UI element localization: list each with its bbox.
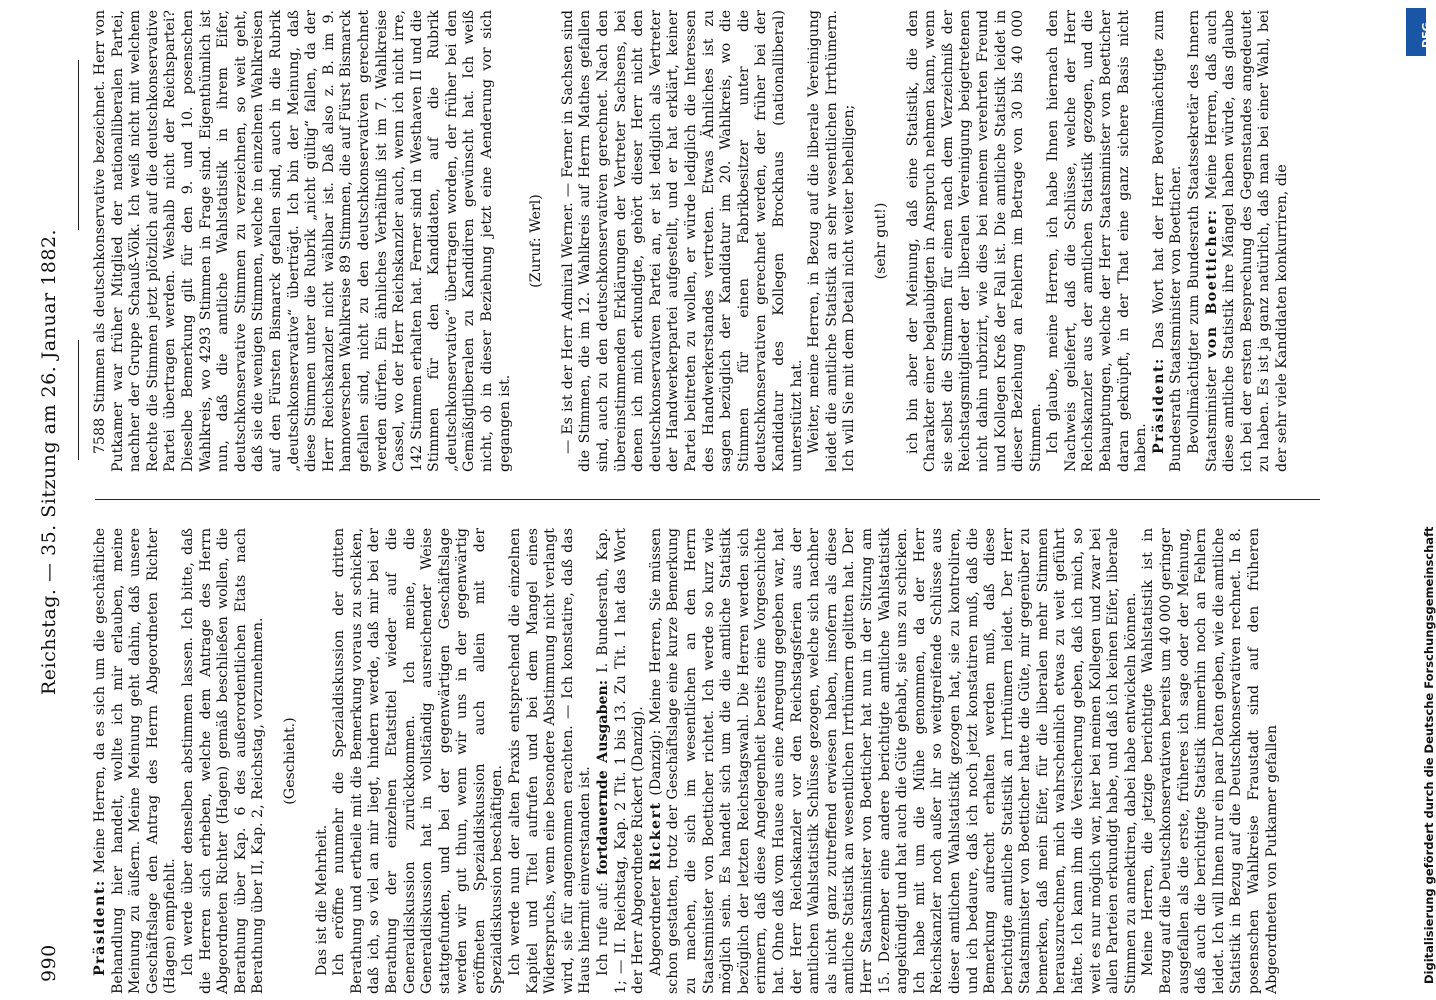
paragraph: Präsident: Meine Herren, da es sich um die geschäftliche Behandlung hier handelt, wollte ich mir erlauben, meine Meinung zu äußern. Meine Meinung geht dahin, daß unsere Geschäftslage den Antrag des Herrn Abgeordneten Richter (Hagen) empfiehlt. (92, 528, 179, 994)
dfg-logo: DFG (1406, 8, 1426, 56)
paragraph: Ich glaube, meine Herren, ich habe Ihnen hiernach den Nachweis geliefert, daß die Schlüsse, welche der Herr Reichskanzler aus der amtlichen Statistik gezogen, und die Behauptungen, welche der Herr Staatsminister von Boetticher daran geknüpft, in der That eine ganz sichere Basis nicht haben. (1045, 10, 1150, 472)
bold-phrase: fortdauernde Ausgaben: (595, 679, 612, 876)
speaker-name: von Boetticher: (1203, 208, 1220, 358)
column-divider (95, 499, 1320, 500)
paragraph: — Es ist der Herr Admiral Werner. — Ferner in Sachsen sind die Stimmen, die im 12. Wahlkreis auf Herrn Mathes gefallen sind, auch zu den deutschkonservativen gerechnet. Nach den übereinstimmenden Erklärungen der Vertreter Sachsens, bei denen ich mich erkundigte, gehört dieser Herr nicht den deutschkonservativen Partei an, er ist lediglich als Vertreter der Handwerkerpartei aufgestellt, und er hat erklärt, keiner Partei beitreten zu wollen, er würde lediglich die Interessen des Handwerkerstandes vertreten. Etwas Ähnliches ist zu sagen bezüglich der Kandidatur im 20. Wahlkreis, wo die Stimmen für einen Fabrikbesitzer unter die deutschkonservativen gerechnet werden, der früher bei der Kandidatur des Kollegen Brockhaus (nationalliberal) unterstützt hat. (559, 10, 805, 472)
stage-note: (Zuruf: Werl) (528, 194, 545, 288)
speaker-name: Rickert (647, 801, 664, 871)
paragraph: Abgeordneter Rickert (Danzig): Meine Herren, Sie müssen schon gestatten, trotz der Geschäftslage eine kurze Bemerkung zu machen, die sich im wesentlichen an den Herrn Staatsminister von Boetticher richtet. Ich werde so kurz wie möglich sein. Es handelt sich um die die amtliche Statistik bezüglich der letzten Reichstagswahl. Die Herren werden sich erinnern, daß diese Angelegenheit bereits eine Vorgeschichte hat. Ohne daß vom Hause aus eine Anregung gegeben war, hat der Herr Reichskanzler vor den Reichstagsferien aus der amtlichen Wahlstatistik Schlüsse gezogen, welche sich nachher als nicht ganz zutreffend erwiesen haben, insofern als diese amtliche Statistik an wesentlichen Irrthümern gelitten hat. Der Herr Staatsminister von Boetticher hat nun in der Sitzung am 15. Dezember eine andere berichtigte amtliche Wahlstatistik angekündigt und hat auch die Güte gehabt, sie uns zu schicken. Ich habe mit um die Mühe genommen, da der Herr Reichskanzler noch außer ihr so weitgreifende Schlüsse aus dieser amtlichen Wahlstatistik gezogen hat, sie zu kontroliren, und ich bedaure, daß ich noch jetzt konstatiren muß, daß die Bemerkung aufrecht erhalten werden muß, daß diese berichtigte amtliche Statistik an Irrthümern leidet. Der Herr Staatsminister von Boetticher hatte die Güte, mir gegenüber zu bemerken, daß mein Eifer, für die liberalen mehr Stimmen herauszurechnen, mich wahrscheinlich etwas zu weit geführt hätte. Ich kann ihm die Versicherung geben, daß ich mich, so weit es nur möglich war, hier bei meinen Kollegen und zwar bei allen Parteien erkundigt habe, und daß ich keinen Eifer, liberale Stimmen zu annektiren, dabei habe entwickeln können. (647, 527, 1139, 994)
paragraph: ich bin aber der Meinung, daß eine Statistik, die den Charakter einer beglaubigten in Anspruch nehmen kann, wenn sie selbst die Stimmen für einen nach dem Verzeichniß der Reichstagsmitglieder der liberalen Vereinigung beigetretenen nicht dahin rubrizirt, wie dies bei meinem verehrten Freund und Kollegen Kreß der Fall ist. Die amtliche Statistik leidet in dieser Beziehung an Fehlern im Betrage von 30 bis 40 000 Stimmen. (904, 10, 1044, 472)
paragraph: 7588 Stimmen als deutschkonservative bezeichnet. Herr von Putkamer war früher Mitglied der nationalliberalen Partei, nachher der Gruppe Schauß-Völk. Ich weiß nicht mit welchem Rechte die Stimmen jetzt plötzlich auf die deutschkonservative Partei übertragen werden. Weshalb nicht der Reichspartei? Dieselbe Bemerkung gilt für den 9. und 10. posenschen Wahlkreis, wo 4293 Stimmen in Frage sind. Eigenthümlich ist nun, daß die amtliche Wahlstatistik in ihrem Eifer, deutschkonservative Stimmen zu verzeichnen, so weit geht, daß sie die wenigen Stimmen, welche in einzelnen Wahlkreisen auf den Fürsten Bismarck gefallen sind, auch in die Rubrik „deutschkonservative“ überträgt. Ich bin der Meinung, daß diese Stimmen unter die Rubrik „nicht gültig“ fallen, da der Herr Reichskanzler nicht wählbar ist. Daß also z. B. im 9. hannoverschen Wahlkreise 89 Stimmen, die auf Fürst Bismarck gefallen sind, nicht zu den deutschkonservativen gerechnet werden dürfen. Ein ähnliches Verhältniß ist im 7. Wahlkreise Cassel, wo der Herr Reichskanzler auch, wenn ich nicht irre, 142 Stimmen erhalten hat. Ferner sind in Westhaven II und die Stimmen für den Kandidaten, auf die Rubrik „deutschkonservative“ übertragen worden, der früher bei den Gemäßigtliberalen zu Kandidiren gewünscht hat. Ich weiß nicht, ob in dieser Beziehung jetzt eine Aenderung vor sich gegangen ist. (92, 10, 513, 472)
page-number: 990 (38, 944, 60, 982)
stage-note: (Geschieht.) (281, 717, 298, 805)
paragraph: Ich werde über denselben abstimmen lassen. Ich bitte, daß die Herren sich erheben, welche dem Antrage des Herrn Abgeordneten Richter (Hagen) gemäß beschließen wollen, die Berathung über Kap. 6 des außerordentlichen Etats nach Berathung über II, Kap. 2, Reichstag, vorzunehmen. (179, 528, 267, 994)
paragraph: Weiter, meine Herren, in Bezug auf die liberale Vereinigung leidet die amtliche Statistik an sehr wesentlichen Irrthümern. Ich will Sie mit dem Detail nicht weiter behelligen; (806, 10, 858, 472)
paragraph: Ich rufe auf: fortdauernde Ausgaben: I. Bundesrath, Kap. 1; — II. Reichstag, Kap. 2 Tit. 1 bis 13. Zu Tit. 1 hat das Wort der Herr Abgeordnete Rickert (Danzig). (595, 528, 647, 994)
text-column-right (92, 10, 1322, 472)
paragraph: Bevollmächtigter zum Bundesrath Staatssekretär des Innern Staatsminister von Boetticher: Meine Herren, daß auch diese amtliche Statistik ihre Mängel haben würde, das glaube ich bei der ersten Besprechung des Gegenstandes angedeutet zu haben. Es ist ja ganz natürlich, daß man bei einer Wahl, bei der sehr viele Kandidaten konkurriren, die (1186, 10, 1290, 472)
paragraph: Präsident: Das Wort hat der Herr Bevollmächtigte zum Bundesrath Staatsminister von Boetticher. (1150, 10, 1185, 472)
paragraph: Ich eröffne nunmehr die Spezialdiskussion der dritten Berathung und ertheile mit die Bemerkung voraus zu schicken, daß ich, so viel an mir liegt, hindern werde, daß mir bei der Berathung der einzelnen Etatstitel wieder auf die Generaldiskussion zurückkommen. Ich meine, die Generaldiskussion hat in vollständig ausreichender Weise stattgefunden, und bei der gegenwärtigen Geschäftslage werden wir gut thun, wenn wir uns in der gegenwärtig eröffneten Spezialdiskussion auch allein mit der Spezialdiskussion beschäftigen. (331, 528, 506, 994)
paragraph: Das ist die Mehrheit. (313, 824, 330, 976)
text-column-left (92, 528, 1322, 994)
speaker-label: Präsident: (92, 879, 108, 976)
speaker-label: Präsident: (1150, 357, 1167, 454)
digitization-credit (1400, 0, 1436, 1000)
header-rule-left (78, 340, 79, 460)
header-title: Reichstag. — 35. Sitzung am 26. Januar 1882. (38, 228, 60, 695)
paragraph: Ich werde nun der alten Praxis entsprechend die einzelnen Kapitel und Titel aufrufen und bei dem Mangel eines Widerspruchs, wenn eine besondere Abstimmung nicht verlangt wird, sie für angenommen erachten. — Ich konstatire, daß das Haus hiermit einverstanden ist. (507, 528, 594, 994)
header-rule-right (78, 60, 79, 230)
credit-text: Digitalisierung gefördert durch die Deutsche Forschungsgemeinschaft (1422, 526, 1436, 984)
paragraph: Meine Herren, die jetzige berichtigte Wahlstatistik ist in Bezug auf die Deutschkonservativen bereits um 40 000 geringer ausgefallen als die erste, früheres ich sage oder der Meinung, daß auch die berichtigte Statistik immerhin noch an Fehlern leidet. Ich will Ihnen nur ein paar Daten geben, wie die amtliche Statistik in Bezug auf die Deutschkonservativen rechnet. In 8. posenschen Wahlkreise Fraustadt sind auf den früheren Abgeordneten von Putkamer gefallen (1140, 528, 1280, 994)
stage-note: (sehr gut!) (872, 202, 889, 280)
running-header (38, 0, 72, 1000)
